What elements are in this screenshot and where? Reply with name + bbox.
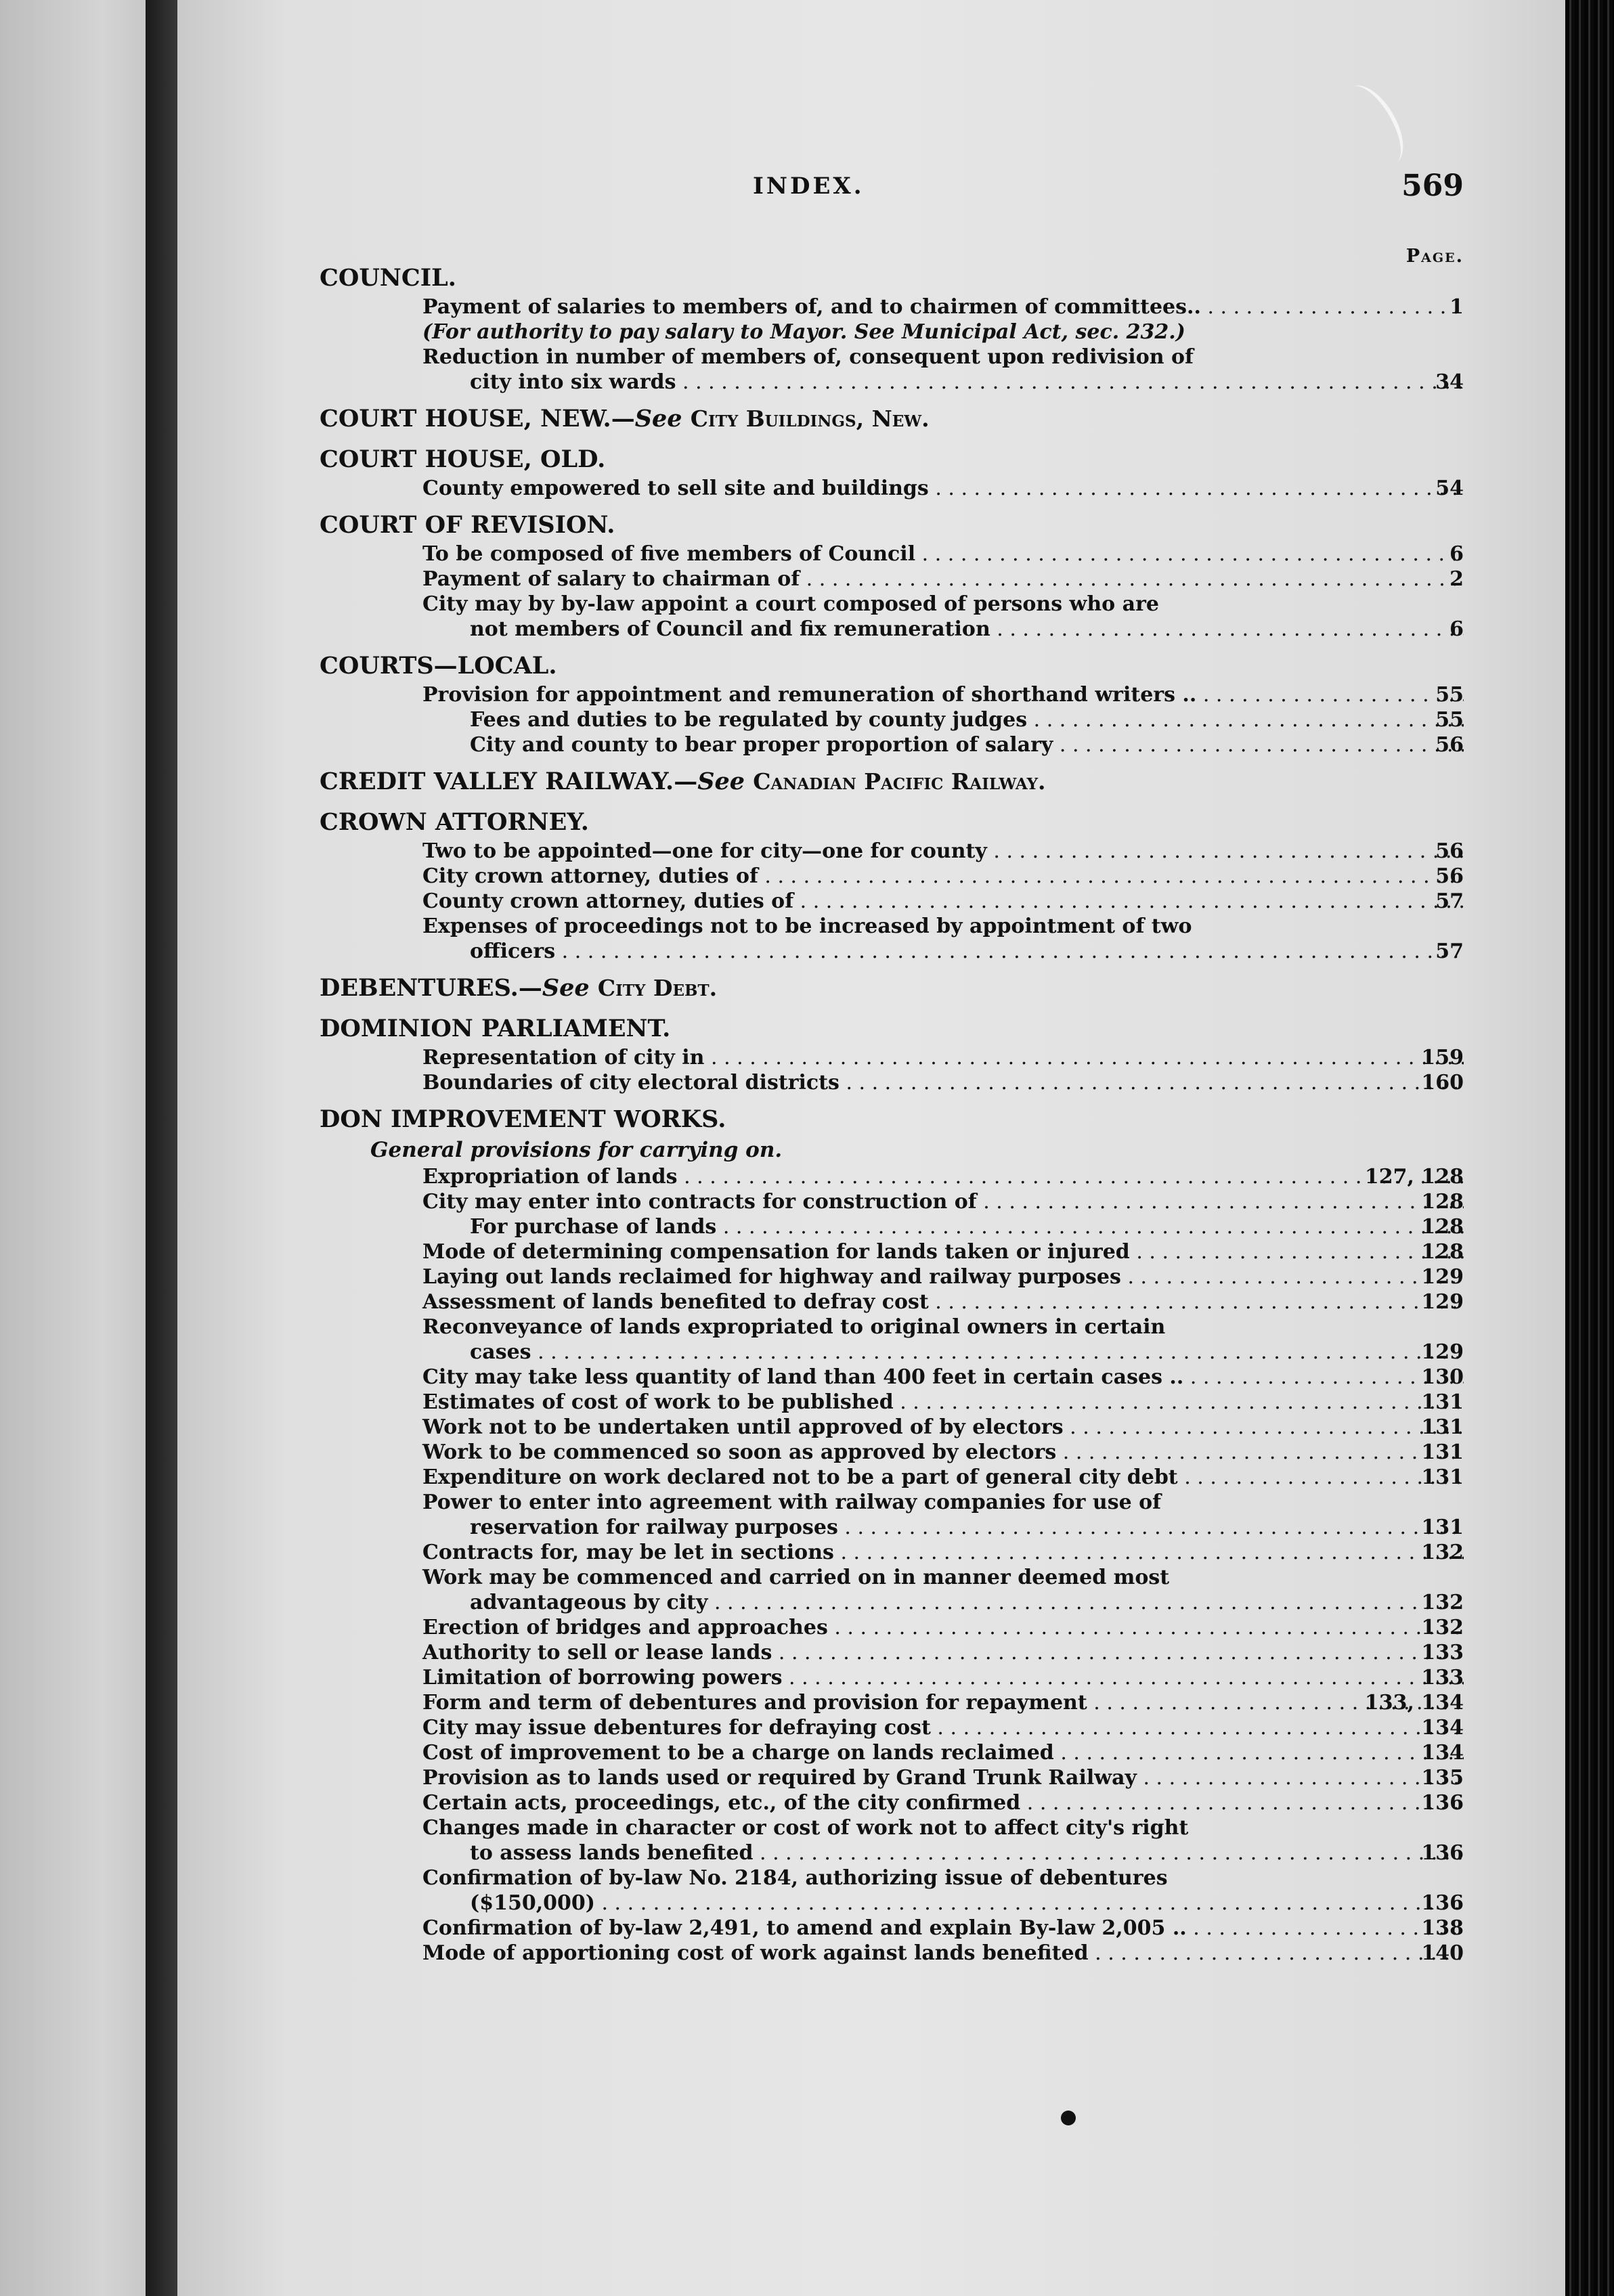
- index-entry: [320, 1715, 1464, 1740]
- entry-page-number: 129: [1421, 1340, 1464, 1364]
- entry-text: Mode of determining compensation for lands taken or injured . . .: [422, 1240, 1464, 1264]
- entry-text: Estimates of cost of work to be published . . .: [422, 1390, 1464, 1414]
- index-entry: [320, 1690, 1464, 1715]
- entry-text: Expenses of proceedings not to be increased by appointment of two: [422, 914, 1192, 938]
- entry-page-number: 128: [1421, 1190, 1464, 1214]
- running-header: [320, 169, 1464, 213]
- heading-text: COURT HOUSE, NEW.: [320, 405, 611, 433]
- index-entry: [320, 1415, 1464, 1440]
- entry-text: Work may be commenced and carried on in manner deemed most: [422, 1566, 1170, 1589]
- entry-text: Confirmation of by-law No. 2184, authorizing issue of debentures: [422, 1866, 1168, 1890]
- page-content: [320, 169, 1464, 1965]
- paper-mark: [1332, 76, 1415, 175]
- entry-page-number: 130: [1421, 1365, 1464, 1389]
- index-entry: [320, 1390, 1464, 1415]
- entry-text: Provision as to lands used or required by Grand Trunk Railway . . .: [422, 1766, 1464, 1790]
- index-entry: [320, 1239, 1464, 1264]
- entry-text: Confirmation of by-law 2,491, to amend and explain By-law 2,005 .. . . .: [422, 1916, 1464, 1940]
- entry-text: City crown attorney, duties of . . .: [422, 864, 1464, 888]
- entry-text: Assessment of lands benefited to defray cost . . .: [422, 1290, 1464, 1314]
- index-entry: [320, 707, 1464, 732]
- entry-text: Power to enter into agreement with railway companies for use of: [422, 1491, 1162, 1514]
- page-number: 569: [1401, 169, 1464, 203]
- entry-text: Expenditure on work declared not to be a part of general city debt . . .: [422, 1465, 1464, 1489]
- index-entry: [320, 1214, 1464, 1239]
- index-entry: [320, 1490, 1464, 1515]
- entry-text: Two to be appointed—one for city—one for county . . .: [422, 839, 1464, 863]
- entry-text: City may by by-law appoint a court composed of persons who are: [422, 592, 1159, 616]
- book-edge: [1565, 0, 1614, 2296]
- index-heading: DEBENTURES.—See City Debt.: [320, 974, 718, 1002]
- entry-text: reservation for railway purposes . . .: [470, 1516, 1464, 1539]
- entry-text: Laying out lands reclaimed for highway and railway purposes . . .: [422, 1265, 1464, 1289]
- index-entry: [320, 1565, 1464, 1590]
- index-entry: [320, 1264, 1464, 1289]
- heading-text: CROWN ATTORNEY.: [320, 808, 589, 836]
- entry-page-number: 55: [1435, 708, 1464, 732]
- entry-page-number: 129: [1421, 1290, 1464, 1314]
- index-entry: [320, 1289, 1464, 1315]
- entry-text: Work not to be undertaken until approved of by electors . . .: [422, 1415, 1464, 1439]
- index-entry: [320, 319, 1464, 345]
- entry-page-number: 57: [1435, 889, 1464, 913]
- index-entry: [320, 1515, 1464, 1540]
- entry-text: Fees and duties to be regulated by county judges . . .: [470, 708, 1464, 732]
- entry-page-number: 131: [1421, 1465, 1464, 1489]
- entry-page-number: 132: [1421, 1616, 1464, 1639]
- index-entry: [320, 1891, 1464, 1916]
- index-heading: [320, 262, 1464, 294]
- entry-page-number: 6: [1449, 542, 1464, 566]
- heading-text: DON IMPROVEMENT WORKS.: [320, 1105, 726, 1133]
- facing-page-margin: [0, 0, 146, 2296]
- heading-text: DOMINION PARLIAMENT.: [320, 1015, 671, 1042]
- entry-page-number: 34: [1435, 370, 1464, 394]
- entry-page-number: 135: [1421, 1766, 1464, 1790]
- index-heading: [320, 806, 1464, 839]
- entry-text: Expropriation of lands . . .: [422, 1165, 1464, 1189]
- entry-page-number: 132: [1421, 1591, 1464, 1614]
- entry-text: City may take less quantity of land than 400 feet in certain cases .. . . .: [422, 1365, 1464, 1389]
- index-entry: [320, 1164, 1464, 1189]
- entry-page-number: 134: [1421, 1741, 1464, 1765]
- entry-text: County crown attorney, duties of . . .: [422, 889, 1464, 913]
- index-sections: [320, 254, 1464, 1966]
- entry-text: Changes made in character or cost of work not to affect city's right: [422, 1816, 1189, 1840]
- index-entry: [320, 839, 1464, 864]
- entry-page-number: 2: [1449, 567, 1464, 591]
- entry-page-number: 129: [1421, 1265, 1464, 1289]
- index-entry: [320, 682, 1464, 707]
- entry-page-number: 131: [1421, 1516, 1464, 1539]
- index-entry: [320, 1765, 1464, 1790]
- entry-text: Representation of city in . . .: [422, 1046, 1464, 1069]
- index-entry: [320, 1815, 1464, 1840]
- heading-text: COURT OF REVISION.: [320, 511, 615, 539]
- index-entry: [320, 1440, 1464, 1465]
- entry-text: To be composed of five members of Council . . .: [422, 542, 1464, 566]
- index-entry: [320, 1866, 1464, 1891]
- entry-page-number: 131: [1421, 1390, 1464, 1414]
- index-entry: [320, 914, 1464, 939]
- cross-reference: City Buildings, New.: [690, 405, 930, 432]
- entry-text: City and county to bear proper proportion of salary . . .: [470, 733, 1464, 757]
- index-entry: [320, 617, 1464, 642]
- index-entry: [320, 370, 1464, 395]
- heading-text: DEBENTURES.: [320, 974, 519, 1002]
- entry-page-number: 133: [1421, 1666, 1464, 1690]
- index-heading: [320, 1103, 1464, 1136]
- index-page: [177, 0, 1565, 2296]
- index-entry: [320, 1315, 1464, 1340]
- heading-text: COUNCIL.: [320, 264, 456, 292]
- index-heading: CREDIT VALLEY RAILWAY.—See Canadian Pacific Railway.: [320, 768, 1046, 795]
- entry-page-number: 55: [1435, 683, 1464, 707]
- entry-page-number: 127, 128: [1364, 1165, 1464, 1189]
- entry-page-number: 132: [1421, 1541, 1464, 1564]
- entry-page-number: 1: [1449, 295, 1464, 319]
- heading-text: COURTS—LOCAL.: [320, 652, 557, 680]
- entry-text: officers . . .: [470, 940, 1464, 963]
- index-entry: [320, 1045, 1464, 1070]
- running-head: INDEX.: [753, 173, 865, 200]
- entry-page-number: 140: [1421, 1941, 1464, 1965]
- index-entry: [320, 1665, 1464, 1690]
- entry-text: Payment of salaries to members of, and to chairmen of committees.. . . .: [422, 295, 1464, 319]
- entry-page-number: 57: [1435, 940, 1464, 963]
- index-entry: [320, 1740, 1464, 1765]
- index-subheading: General provisions for carrying on.: [370, 1138, 783, 1162]
- cross-reference: Canadian Pacific Railway.: [753, 768, 1046, 795]
- entry-text: advantageous by city . . .: [470, 1591, 1464, 1614]
- index-entry: [320, 1465, 1464, 1490]
- entry-page-number: 136: [1421, 1841, 1464, 1865]
- page-column-label: Page.: [1405, 246, 1464, 267]
- entry-page-number: 133, 134: [1364, 1691, 1464, 1715]
- index-entry: [320, 476, 1464, 501]
- entry-text: Contracts for, may be let in sections . . .: [422, 1541, 1464, 1564]
- index-entry: [320, 1640, 1464, 1665]
- index-entry: [320, 732, 1464, 757]
- index-entry: [320, 1340, 1464, 1365]
- entry-page-number: 54: [1435, 477, 1464, 500]
- entry-text: County empowered to sell site and buildings . . .: [422, 477, 1464, 500]
- entry-page-number: 138: [1421, 1916, 1464, 1940]
- entry-page-number: 6: [1449, 617, 1464, 641]
- index-entry: [320, 1941, 1464, 1966]
- index-entry: [320, 1615, 1464, 1640]
- index-entry: [320, 345, 1464, 370]
- index-entry: [320, 1840, 1464, 1866]
- index-entry: [320, 567, 1464, 592]
- see-label: See: [542, 974, 590, 1002]
- index-entry: [320, 864, 1464, 889]
- entry-page-number: 131: [1421, 1415, 1464, 1439]
- index-entry: [320, 1189, 1464, 1214]
- entry-page-number: 160: [1421, 1071, 1464, 1095]
- entry-text: cases . . .: [470, 1340, 1464, 1364]
- entry-page-number: 128: [1421, 1240, 1464, 1264]
- index-heading: [320, 1013, 1464, 1045]
- see-label: See: [634, 405, 682, 433]
- ink-spot: [1061, 2111, 1076, 2125]
- index-heading: [320, 509, 1464, 542]
- entry-text: For purchase of lands . . .: [470, 1215, 1464, 1239]
- heading-text: CREDIT VALLEY RAILWAY.: [320, 768, 674, 795]
- entry-text: Authority to sell or lease lands . . .: [422, 1641, 1464, 1664]
- entry-page-number: 131: [1421, 1440, 1464, 1464]
- entry-text: Reconveyance of lands expropriated to original owners in certain: [422, 1315, 1166, 1339]
- entry-page-number: 136: [1421, 1791, 1464, 1815]
- index-heading: COURT HOUSE, NEW.—See City Buildings, New.: [320, 405, 930, 433]
- entry-text: Payment of salary to chairman of . . .: [422, 567, 1464, 591]
- entry-text: city into six wards . . .: [470, 370, 1464, 394]
- index-entry: [320, 939, 1464, 964]
- index-entry: [320, 542, 1464, 567]
- entry-page-number: 128: [1421, 1215, 1464, 1239]
- entry-page-number: 159: [1421, 1046, 1464, 1069]
- index-entry: [320, 1365, 1464, 1390]
- entry-text: Boundaries of city electoral districts . . .: [422, 1071, 1464, 1095]
- index-heading: [320, 443, 1464, 476]
- entry-text: Reduction in number of members of, consequent upon redivision of: [422, 345, 1194, 369]
- entry-text: not members of Council and fix remuneration . . .: [470, 617, 1464, 641]
- entry-text: Form and term of debentures and provision for repayment . . .: [422, 1691, 1464, 1715]
- entry-page-number: 133: [1421, 1641, 1464, 1664]
- index-entry: [320, 1540, 1464, 1565]
- entry-text: City may enter into contracts for construction of . . .: [422, 1190, 1464, 1214]
- cross-reference: City Debt.: [597, 975, 718, 1001]
- entry-page-number: 56: [1435, 733, 1464, 757]
- entry-text: (For authority to pay salary to Mayor. See Municipal Act, sec. 232.): [422, 320, 1185, 344]
- entry-text: to assess lands benefited . . .: [470, 1841, 1464, 1865]
- index-entry: [320, 1916, 1464, 1941]
- book-gutter: [146, 0, 179, 2296]
- entry-page-number: 136: [1421, 1891, 1464, 1915]
- entry-text: Mode of apportioning cost of work against lands benefited . . .: [422, 1941, 1464, 1965]
- index-entry: [320, 1790, 1464, 1815]
- entry-text: Provision for appointment and remuneration of shorthand writers .. . . .: [422, 683, 1464, 707]
- entry-text: City may issue debentures for defraying cost . . .: [422, 1716, 1464, 1740]
- index-entry: [320, 294, 1464, 319]
- entry-text: Certain acts, proceedings, etc., of the city confirmed . . .: [422, 1791, 1464, 1815]
- heading-text: COURT HOUSE, OLD.: [320, 445, 606, 473]
- entry-text: Erection of bridges and approaches . . .: [422, 1616, 1464, 1639]
- entry-page-number: 56: [1435, 839, 1464, 863]
- index-heading: [320, 650, 1464, 682]
- entry-page-number: 56: [1435, 864, 1464, 888]
- entry-text: Work to be commenced so soon as approved by electors . . .: [422, 1440, 1464, 1464]
- index-entry: [320, 889, 1464, 914]
- entry-text: Cost of improvement to be a charge on lands reclaimed . . .: [422, 1741, 1464, 1765]
- index-entry: [320, 592, 1464, 617]
- index-entry: [320, 1590, 1464, 1615]
- entry-page-number: 134: [1421, 1716, 1464, 1740]
- entry-text: ($150,000) . . .: [470, 1891, 1464, 1915]
- see-label: See: [697, 768, 745, 795]
- index-entry: [320, 1070, 1464, 1095]
- entry-text: Limitation of borrowing powers . . .: [422, 1666, 1464, 1690]
